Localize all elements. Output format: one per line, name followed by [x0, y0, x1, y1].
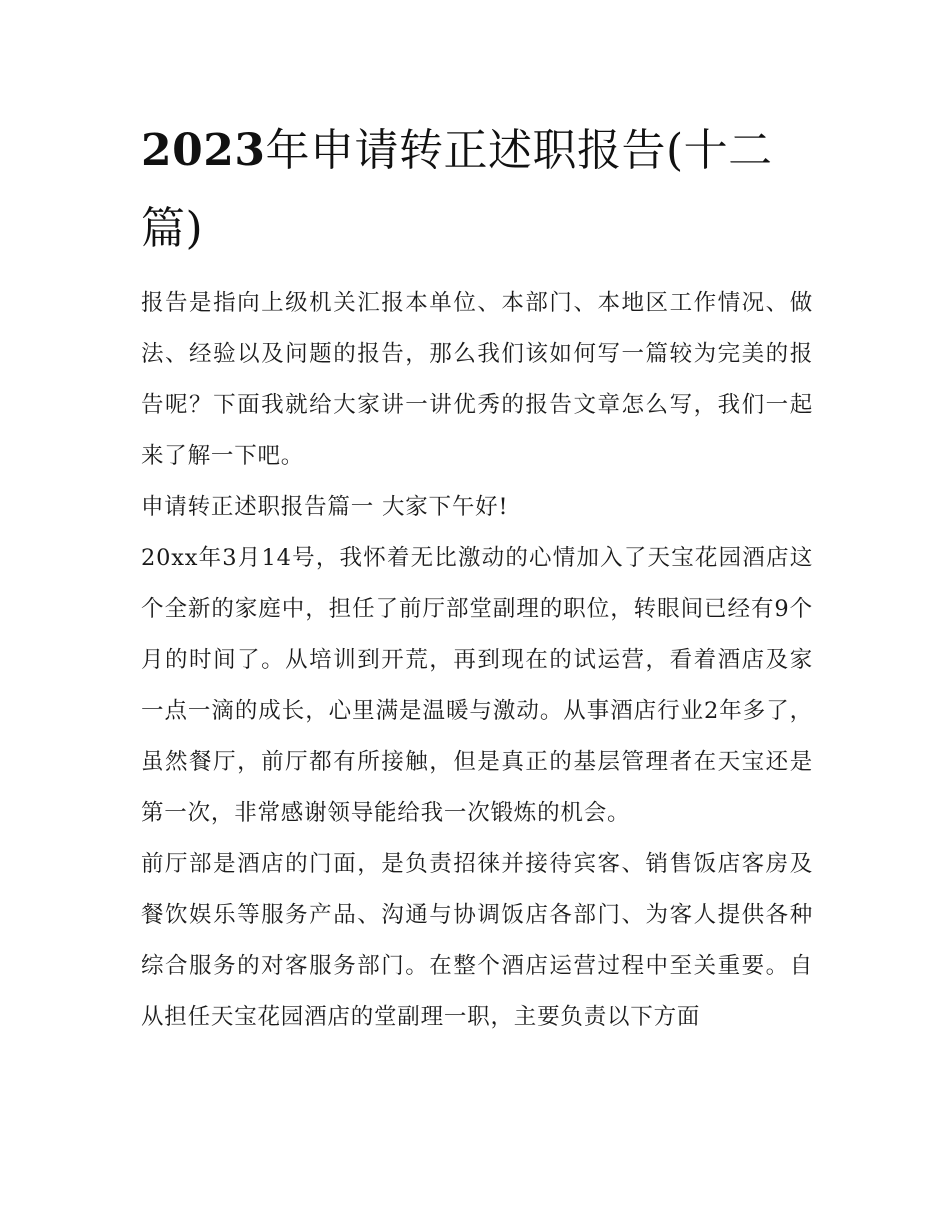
document-title	[141, 112, 813, 268]
body-paragraph-1: 20xx年3月14号，我怀着无比激动的心情加入了天宝花园酒店这个全新的家庭中，担任了前厅部堂副理的职位，转眼间已经有9个月的时间了。从培训到开荒，再到现在的试运营，看着酒店及家一点一滴的成长，心里满是温暖与激动。从事酒店行业2年多了，虽然餐厅，前厅都有所接触，但是真正的基层管理者在天宝还是第一次，非常感谢领导能给我一次锻炼的机会。	[141, 545, 813, 826]
section-heading-paragraph: 申请转正述职报告篇一 大家下午好!	[141, 494, 509, 520]
title-text: 年申请转正述职报告(十二篇)	[141, 125, 773, 254]
title-year: 2023	[141, 125, 266, 176]
document-body	[141, 112, 813, 1043]
intro-paragraph: 报告是指向上级机关汇报本单位、本部门、本地区工作情况、做法、经验以及问题的报告，那么我们该如何写一篇较为完美的报告呢？下面我就给大家讲一讲优秀的报告文章怎么写，我们一起来了解一下吧。	[141, 290, 813, 469]
body-paragraph-2: 前厅部是酒店的门面，是负责招徕并接待宾客、销售饭店客房及餐饮娱乐等服务产品、沟通与协调饭店各部门、为客人提供各种综合服务的对客服务部门。在整个酒店运营过程中至关重要。自从担任天宝花园酒店的堂副理一职，主要负责以下方面	[141, 851, 813, 1030]
